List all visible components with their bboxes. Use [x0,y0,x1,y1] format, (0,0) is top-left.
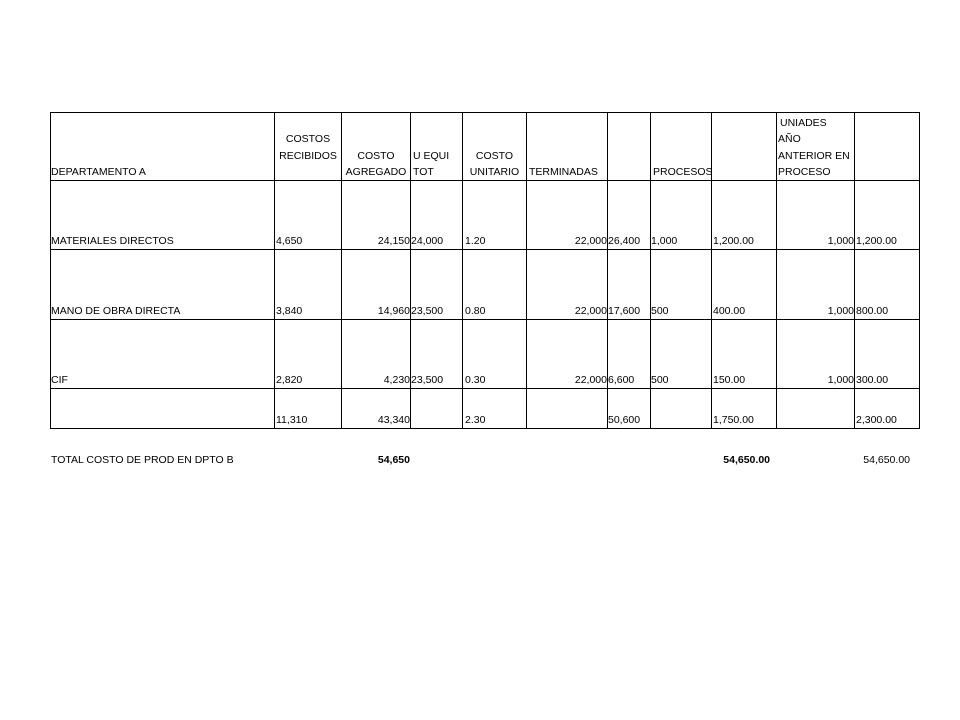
procesos-costo-cell: 1,200.00 [713,235,754,247]
terminadas-costo-cell: 17,600 [608,305,641,317]
costos-recibidos-cell: 4,650 [276,235,303,247]
total-terminadas-costo-cell: 50,600 [608,414,641,426]
total-procesos-costo-cell: 1,750.00 [713,414,754,426]
costo-unitario-cell: 1.20 [465,235,486,247]
header-departamento: DEPARTAMENTO A [51,166,146,178]
anterior-costo-cell: 1,200.00 [856,235,897,247]
total-unitario-cell: 2.30 [465,414,486,426]
row-label: CIF [51,374,68,386]
terminadas-cell: 22,000 [574,374,607,386]
total-agregado-cell: 43,340 [377,414,410,426]
anterior-units-cell: 1,000 [827,374,854,386]
anterior-costo-cell: 800.00 [856,305,889,317]
costo-agregado-cell: 4,230 [383,374,410,386]
u-equi-cell: 24,000 [411,235,444,247]
costos-recibidos-cell: 3,840 [276,305,303,317]
header-costo-agregado-line1: COSTO [357,150,395,162]
header-terminadas: TERMINADAS [529,166,598,178]
costo-agregado-cell: 14,960 [377,305,410,317]
procesos-units-cell: 500 [651,305,669,317]
costo-unitario-cell: 0.30 [465,374,486,386]
header-costo-agregado-line2: AGREGADO [345,166,407,178]
terminadas-cell: 22,000 [574,305,607,317]
header-costos-recibidos-line1: COSTOS [285,133,331,145]
terminadas-costo-cell: 26,400 [608,235,641,247]
header-procesos: PROCESOS [653,166,713,178]
header-uniades-line3: ANTERIOR EN [778,150,850,162]
header-uniades-line1: UNIADES [780,117,827,129]
costo-agregado-cell: 24,150 [377,235,410,247]
procesos-units-cell: 1,000 [651,235,678,247]
procesos-units-cell: 500 [651,374,669,386]
header-costos-recibidos-line2: RECIBIDOS [279,150,337,162]
procesos-costo-cell: 150.00 [713,374,746,386]
footer-label: TOTAL COSTO DE PROD EN DPTO B [51,454,234,466]
footer-total-value-2: 54,650.00 [723,454,770,466]
terminadas-costo-cell: 6,600 [608,374,635,386]
header-uniades-line2: AÑO [778,133,801,145]
costos-recibidos-cell: 2,820 [276,374,303,386]
header-costo-unitario-line1: COSTO [475,150,514,162]
anterior-units-cell: 1,000 [827,305,854,317]
header-uniades-line4: PROCESO [778,166,831,178]
costo-unitario-cell: 0.80 [465,305,486,317]
header-u-equi-line1: U EQUI [413,150,450,162]
total-anterior-costo-cell: 2,300.00 [856,414,897,426]
row-label: MATERIALES DIRECTOS [51,235,174,247]
footer-total-value-3: 54,650.00 [863,454,910,466]
header-u-equi-line2: TOT [413,166,434,178]
terminadas-cell: 22,000 [574,235,607,247]
anterior-costo-cell: 300.00 [856,374,889,386]
anterior-units-cell: 1,000 [827,235,854,247]
u-equi-cell: 23,500 [411,374,444,386]
total-recibidos-cell: 11,310 [276,414,308,426]
procesos-costo-cell: 400.00 [713,305,746,317]
u-equi-cell: 23,500 [411,305,444,317]
header-costo-unitario-line2: UNITARIO [469,166,520,178]
row-label: MANO DE OBRA DIRECTA [51,305,181,317]
footer-total-value-1: 54,650 [377,454,410,466]
